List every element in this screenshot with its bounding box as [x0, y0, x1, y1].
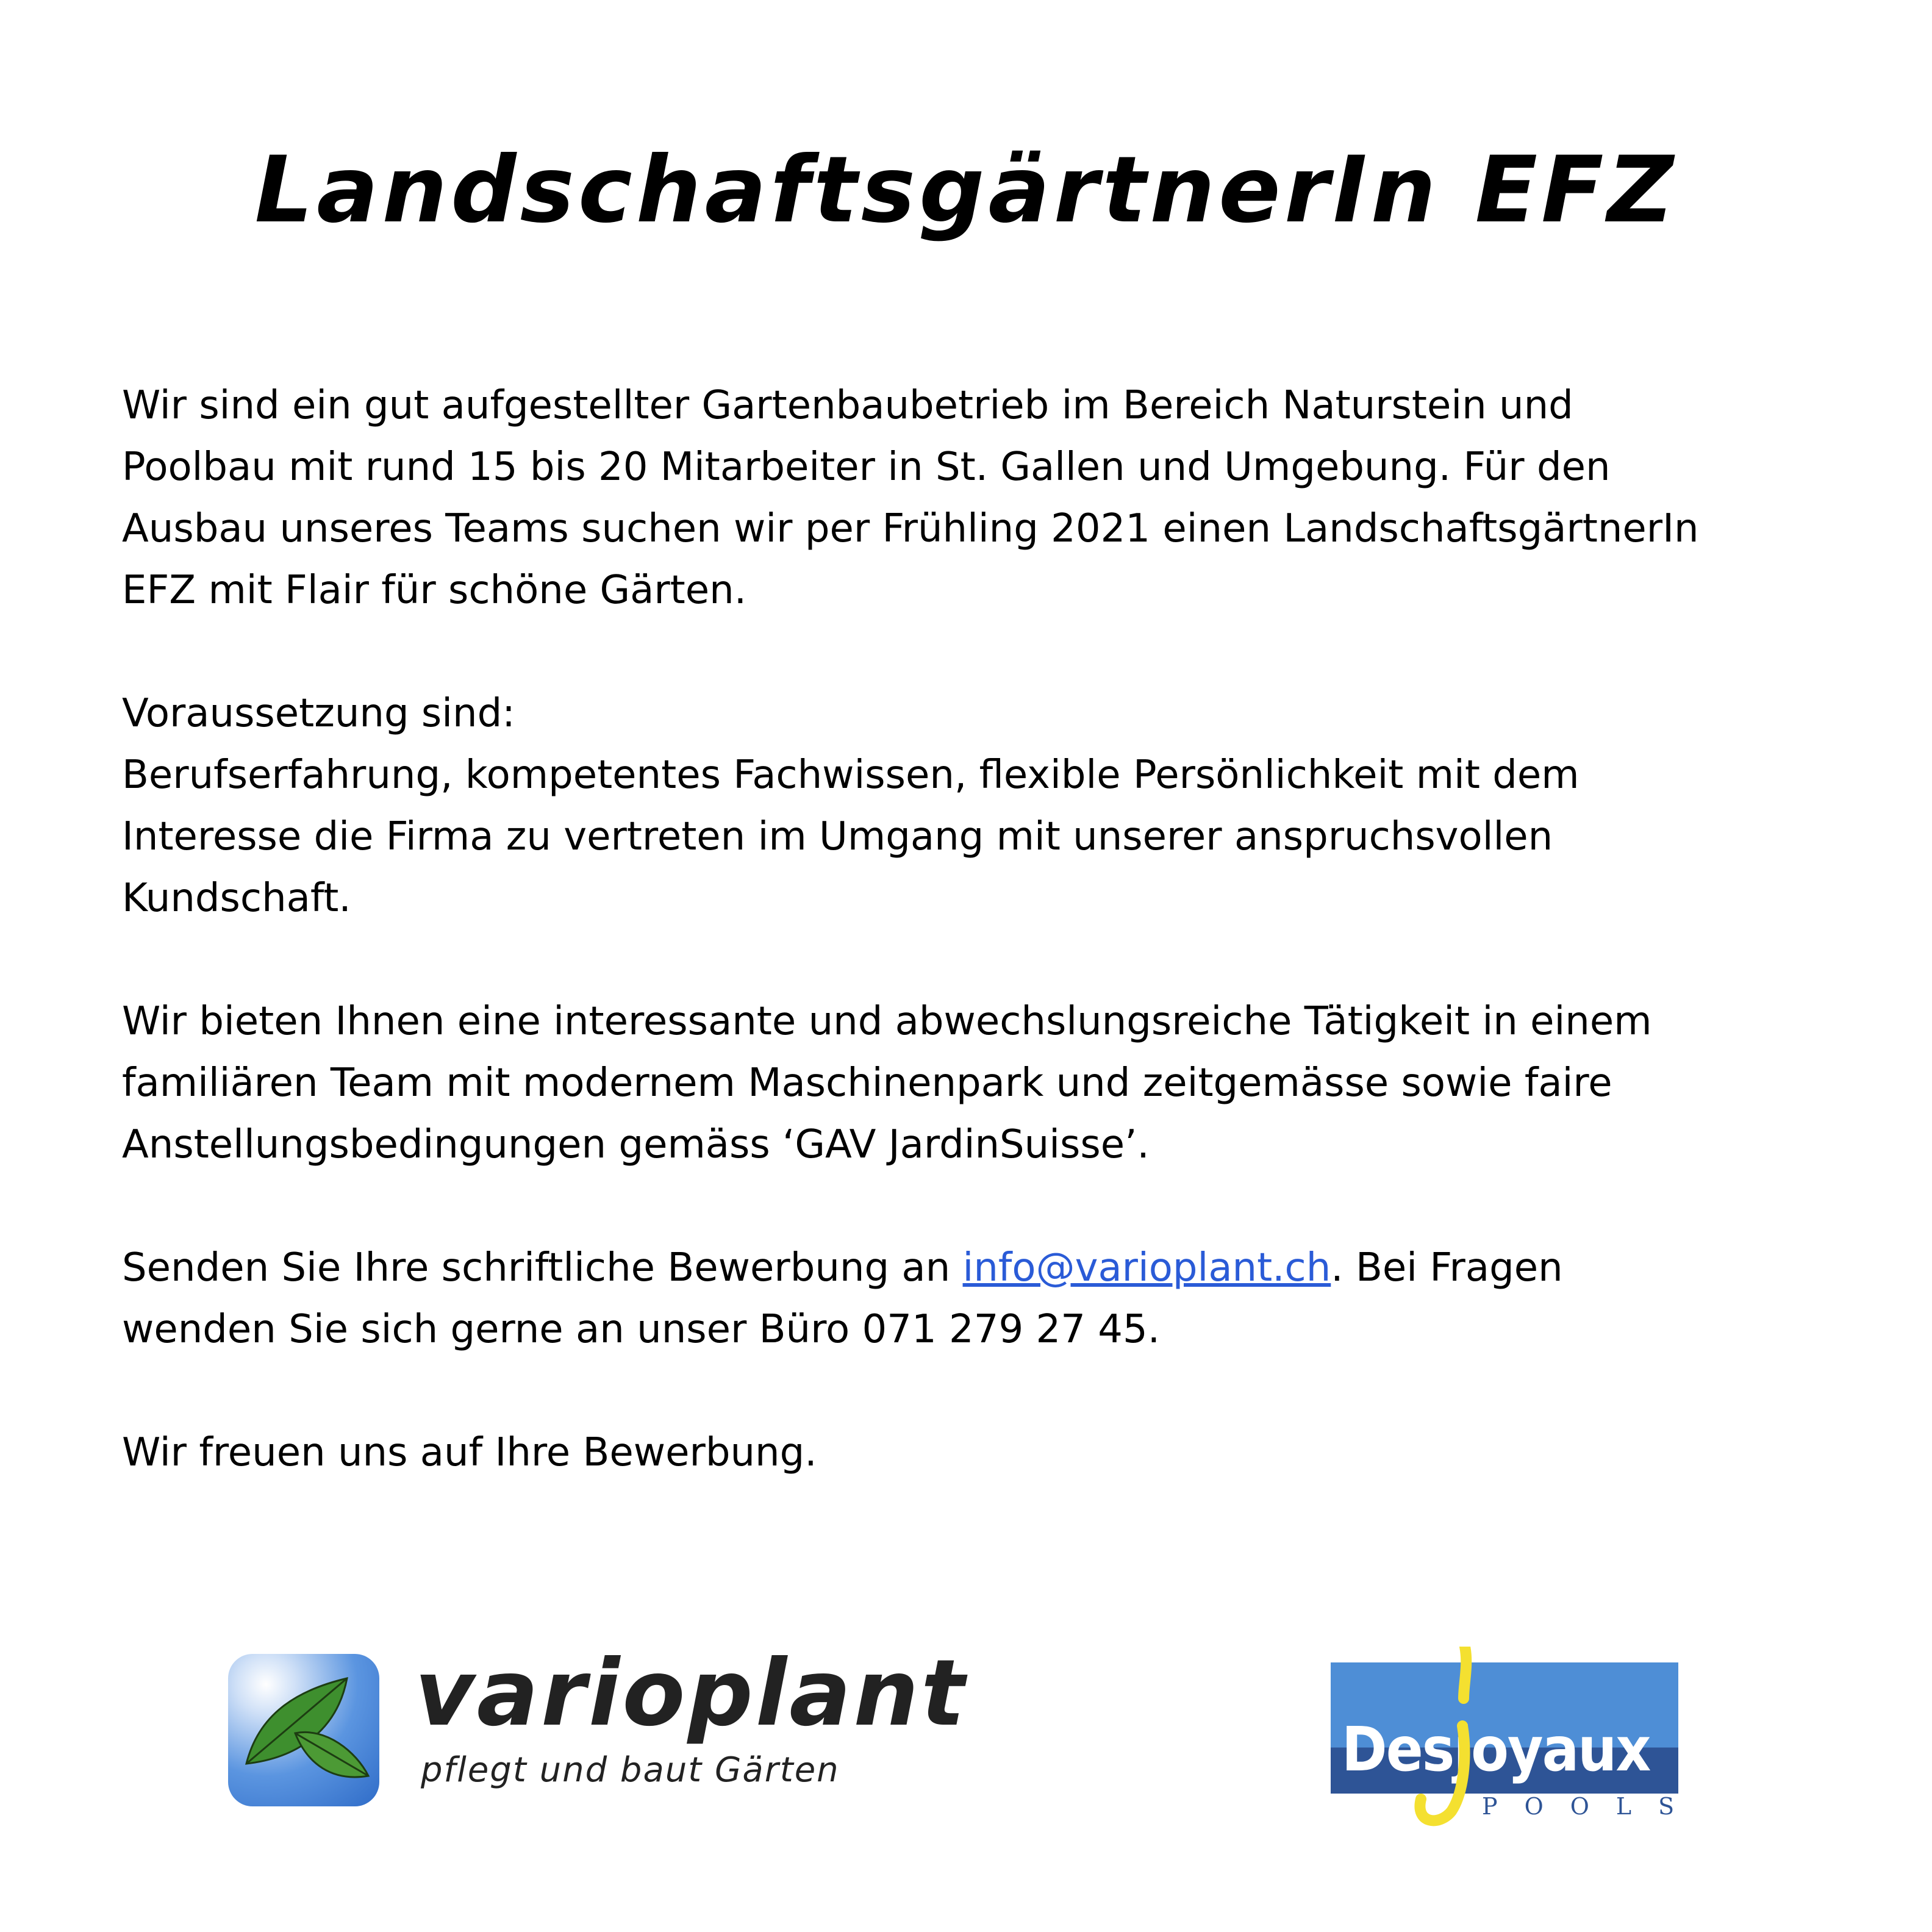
email-link[interactable]: info@varioplant.ch [962, 1245, 1331, 1290]
text-line [122, 1237, 1699, 1299]
desjoyaux-pools-text: POOLS [1482, 1793, 1701, 1820]
text-line: Anstellungsbedingungen gemäss ‘GAV JardinSuisse’. [122, 1122, 1150, 1167]
text-line: Poolbau mit rund 15 bis 20 Mitarbeiter in St. Gallen und Umgebung. Für den [122, 445, 1611, 490]
varioplant-logo-text: varioplant [415, 1640, 967, 1747]
text-line: Kundschaft. [122, 876, 351, 921]
desjoyaux-logo-text: Desjoyaux [1342, 1714, 1650, 1785]
text-line: familiären Team mit modernem Maschinenpark und zeitgemässe sowie faire [122, 1061, 1612, 1106]
page-title: LandschaftsgärtnerIn EFZ [254, 137, 1678, 243]
closing-line: Wir freuen uns auf Ihre Bewerbung. [122, 1430, 817, 1475]
varioplant-leaf-icon [228, 1654, 379, 1806]
text-line: Ausbau unseres Teams suchen wir per Frühling 2021 einen LandschaftsgärtnerIn [122, 506, 1699, 551]
varioplant-tagline: pflegt und baut Gärten [421, 1750, 840, 1790]
text-line: Interesse die Firma zu vertreten im Umgang mit unserer anspruchsvollen [122, 814, 1553, 859]
text-line: Berufserfahrung, kompetentes Fachwissen, flexible Persönlichkeit mit dem [122, 753, 1580, 798]
text-line: EFZ mit Flair für schöne Gärten. [122, 568, 747, 613]
text-line: wenden Sie sich gerne an unser Büro 071 279 27 45. [122, 1307, 1161, 1352]
text-line: Wir bieten Ihnen eine interessante und abwechslungsreiche Tätigkeit in einem [122, 999, 1652, 1044]
text-span: . Bei Fragen [1331, 1245, 1563, 1290]
requirements-heading: Voraussetzung sind: [122, 691, 515, 736]
text-span: Senden Sie Ihre schriftliche Bewerbung an [122, 1245, 963, 1290]
text-line: Wir sind ein gut aufgestellter Gartenbaubetrieb im Bereich Naturstein und [122, 383, 1573, 428]
job-description [122, 375, 1699, 1484]
desjoyaux-j-icon [1403, 1647, 1488, 1830]
